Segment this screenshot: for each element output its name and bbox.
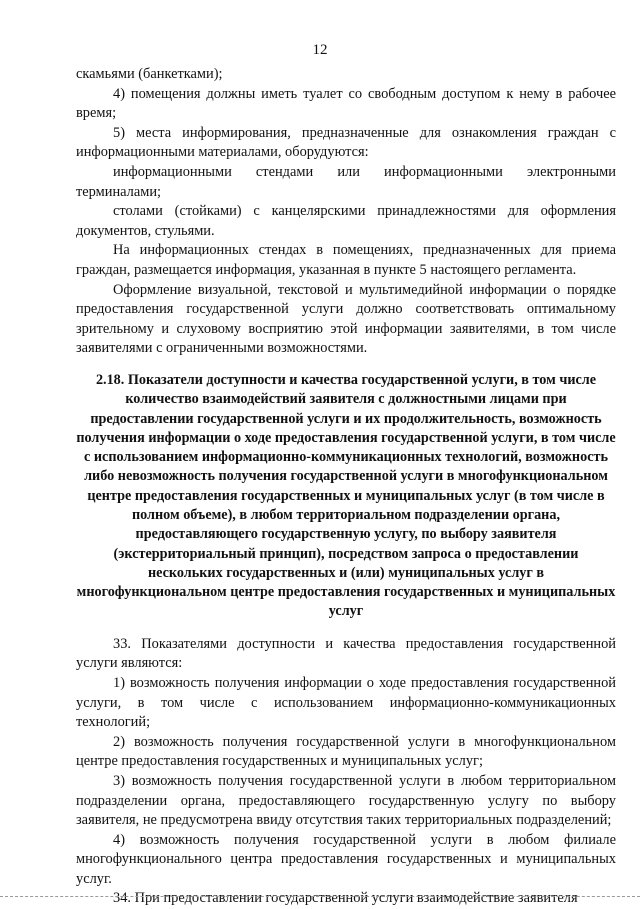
paragraph: Оформление визуальной, текстовой и мультимедийной информации о порядке предоставления государственной услуги должно соответствовать оптимальному зрительному и слуховому восприятию этой информации заявителями, в том числе заявителями с ограниченными возможностями. — [76, 281, 616, 357]
paragraph: 4) возможность получения государственной услуги в любом филиале многофункционального центра предоставления государственных и муниципальных услуг. — [76, 831, 616, 887]
paragraph: 5) места информирования, предназначенные для ознакомления граждан с информационными материалами, оборудуются: — [76, 124, 616, 161]
paragraph: На информационных стендах в помещениях, предназначенных для приема граждан, размещается информация, указанная в пункте 5 настоящего регламента. — [76, 242, 616, 278]
paragraph: 33. Показателями доступности и качества предоставления государственной услуги являются: — [76, 635, 616, 672]
paragraph: 1) возможность получения информации о ходе предоставления государственной услуги, в том числе с использованием информационно-коммуникационных технологий; — [76, 674, 616, 731]
paragraph: 3) возможность получения государственной услуги в любом территориальном подразделении органа, предоставляющего государственную услугу по выбору заявителя, не предусмотрена ввиду отсутствия таких территориальных подразделений; — [76, 772, 616, 829]
paragraph: скамьями (банкетками); — [76, 66, 223, 82]
paragraph: столами (стойками) с канцелярскими принадлежностями для оформления документов, стульями. — [76, 203, 616, 239]
paragraph: информационными стендами или информационными электронными терминалами; — [76, 163, 616, 200]
scan-edge-line — [0, 896, 640, 897]
page-content — [76, 65, 616, 909]
section-heading: 2.18. Показатели доступности и качества государственной услуги, в том числе количество взаимодействий заявителя с должностными лицами при предоставлении государственной услуги и их продолжительность, возможность получения информации о ходе предоставления государственной услуги, в том числе с использованием информационно-коммуникационных технологий, возможность либо невозможность получения государственной услуги в многофункциональном центре предоставления государственных и муниципальных услуг (в том числе в полном объеме), в любом территориальном подразделении органа, предоставляющего государственную услугу, по выбору заявителя (экстерриториальный принцип), посредством запроса о предоставлении нескольких государственных и (или) муниципальных услуг в многофункциональном центре предоставления государственных и муниципальных услуг — [76, 371, 616, 620]
paragraph: 2) возможность получения государственной услуги в многофункциональном центре предоставления государственных и муниципальных услуг; — [76, 733, 616, 770]
page-number: 12 — [312, 42, 328, 58]
paragraphs-after-heading — [76, 635, 616, 909]
paragraph: 4) помещения должны иметь туалет со свободным доступом к нему в рабочее время; — [76, 85, 616, 122]
paragraph: 34. При предоставлении государственной услуги взаимодействие заявителя — [113, 890, 578, 907]
paragraphs-before-heading — [76, 65, 616, 359]
